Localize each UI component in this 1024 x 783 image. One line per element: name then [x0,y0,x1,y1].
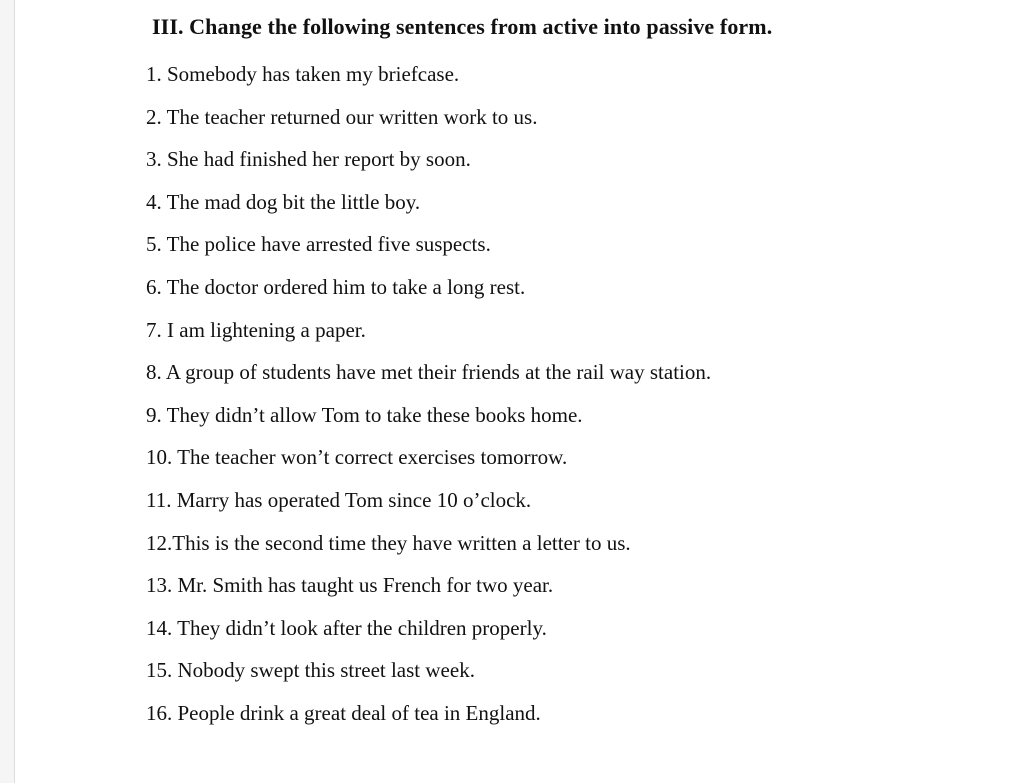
sentence-item-14: 14. They didn’t look after the children properly. [146,615,547,640]
sentence-item-11: 11. Marry has operated Tom since 10 o’clock. [146,487,532,512]
sentence-item-6: 6. The doctor ordered him to take a long rest. [146,274,526,299]
sentence-item-16: 16. People drink a great deal of tea in England. [146,700,541,725]
sentence-item-10: 10. The teacher won’t correct exercises tomorrow. [146,445,568,470]
sentence-item-1: 1. Somebody has taken my briefcase. [146,62,460,86]
sentence-item-7: 7. I am lightening a paper. [146,317,366,342]
sentence-item-15: 15. Nobody swept this street last week. [146,658,475,683]
exercise-heading: III. Change the following sentences from active into passive form. [152,14,773,39]
sentence-item-9: 9. They didn’t allow Tom to take these books home. [146,402,583,427]
sentence-item-2: 2. The teacher returned our written work to us. [146,104,538,129]
sentence-list [146,57,711,739]
sentence-item-12: 12.This is the second time they have written a letter to us. [146,530,631,555]
sentence-item-3: 3. She had finished her report by soon. [146,147,471,172]
sentence-item-8: 8. A group of students have met their friends at the rail way station. [146,360,712,385]
document-page [15,0,1024,783]
sentence-item-4: 4. The mad dog bit the little boy. [146,189,421,214]
page-left-border [0,0,15,783]
sentence-item-5: 5. The police have arrested five suspects. [146,232,491,257]
sentence-item-13: 13. Mr. Smith has taught us French for two year. [146,573,554,598]
